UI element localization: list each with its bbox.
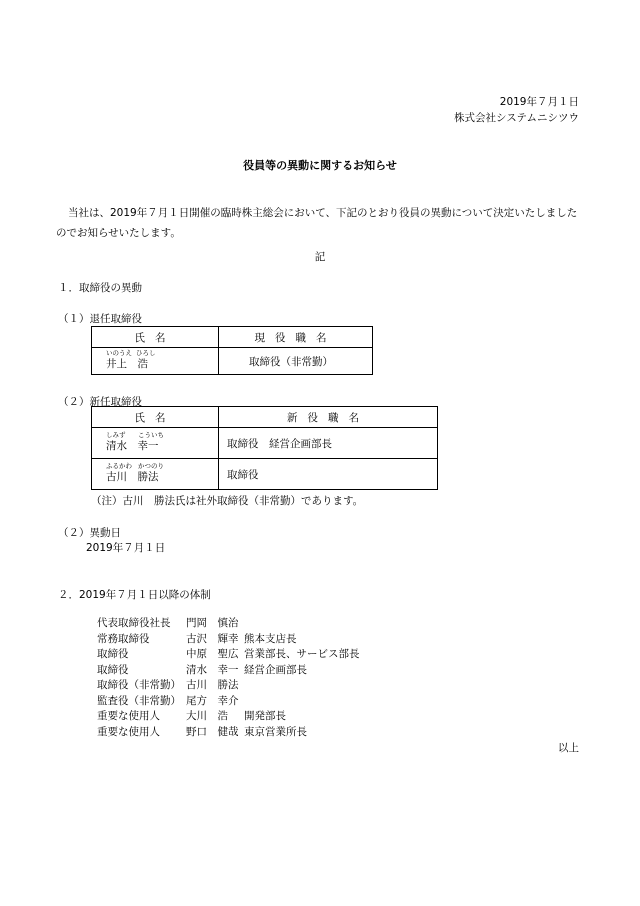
officer-list — [97, 618, 360, 742]
intro-paragraph: 当社は、2019年７月１日開催の臨時株主総会において、下記のとおり役員の異動について決定いたしましたのでお知らせいたします。 — [56, 207, 578, 239]
list-item — [97, 711, 360, 727]
outside-director-note: （注）古川 勝法氏は社外取締役（非常勤）であります。 — [91, 495, 364, 507]
officer-dept: 東京営業所長 — [244, 725, 307, 738]
list-item — [97, 649, 360, 665]
officer-name: 古川 勝法 — [186, 679, 239, 691]
table-header-row — [92, 407, 438, 428]
company-name: 株式会社システムニシツウ — [454, 112, 579, 124]
officer-title: 常務取締役 — [97, 632, 150, 645]
section2-heading: ２．2019年７月１日以降の体制 — [58, 589, 211, 601]
role-cell: 取締役（非常勤） — [219, 348, 373, 375]
officer-name: 尾方 幸介 — [186, 694, 239, 707]
officer-title: 取締役 — [97, 663, 129, 676]
officer-title: 取締役（非常勤） — [97, 679, 181, 691]
col-name-header: 氏名 — [92, 407, 219, 428]
officer-title: 重要な使用人 — [97, 710, 160, 722]
name-cell — [92, 428, 219, 459]
table-header-row — [92, 327, 373, 348]
new-label: （２）新任取締役 — [58, 396, 142, 408]
table-row — [92, 428, 438, 459]
officer-dept: 営業部長、サービス部長 — [244, 648, 360, 660]
officer-dept: 経営企画部長 — [244, 663, 307, 676]
ruby-family: いのうえ — [106, 349, 132, 357]
role-cell: 取締役 — [219, 459, 438, 490]
col-name-header: 氏名 — [92, 327, 219, 348]
officer-name: 門岡 慎治 — [186, 617, 239, 629]
ruby-given: こういち — [138, 431, 164, 439]
effective-date-label: （２）異動日 — [58, 527, 121, 539]
closing-mark: 以上 — [558, 742, 579, 754]
list-item — [97, 696, 360, 712]
officer-dept — [244, 618, 360, 634]
officer-name: 野口 健哉 — [186, 725, 239, 738]
officer-dept — [244, 680, 360, 696]
list-item — [97, 618, 360, 634]
new-directors-table — [91, 406, 438, 490]
table-row — [92, 459, 438, 490]
person-name: 井上 浩 — [106, 358, 148, 370]
person-name: 清水 幸一 — [106, 440, 159, 452]
ruby-family: しみず — [106, 431, 126, 439]
section1-heading: １．取締役の異動 — [58, 282, 142, 294]
officer-dept: 熊本支店長 — [244, 632, 297, 645]
retiring-label: （１）退任取締役 — [58, 313, 142, 325]
ki-marker: 記 — [314, 251, 326, 263]
officer-title: 監査役（非常勤） — [97, 694, 181, 707]
list-item — [97, 727, 360, 743]
col-role-header: 新役職名 — [219, 407, 438, 428]
officer-title: 重要な使用人 — [97, 725, 160, 738]
officer-name: 古沢 輝幸 — [186, 632, 239, 645]
officer-name: 清水 幸一 — [186, 663, 239, 676]
officer-title: 代表取締役社長 — [97, 617, 171, 629]
person-name: 古川 勝法 — [106, 471, 159, 483]
name-cell — [92, 348, 219, 375]
retiring-table — [91, 326, 373, 375]
document-title: 役員等の異動に関するお知らせ — [243, 159, 397, 172]
officer-dept: 開発部長 — [244, 710, 286, 722]
role-cell: 取締役 経営企画部長 — [219, 428, 438, 459]
release-date: 2019年７月１日 — [499, 96, 579, 108]
list-item — [97, 634, 360, 650]
effective-date-value: 2019年７月１日 — [86, 542, 166, 554]
name-cell — [92, 459, 219, 490]
list-item — [97, 680, 360, 696]
table-row — [92, 348, 373, 375]
ruby-given: ひろし — [136, 349, 156, 357]
list-item — [97, 665, 360, 681]
officer-dept — [244, 696, 360, 712]
officer-title: 取締役 — [97, 648, 129, 660]
ruby-given: かつのり — [138, 462, 164, 470]
officer-name: 大川 浩 — [186, 710, 228, 722]
col-role-header: 現役職名 — [219, 327, 373, 348]
ruby-family: ふるかわ — [106, 462, 132, 470]
officer-name: 中原 聖広 — [186, 648, 239, 660]
